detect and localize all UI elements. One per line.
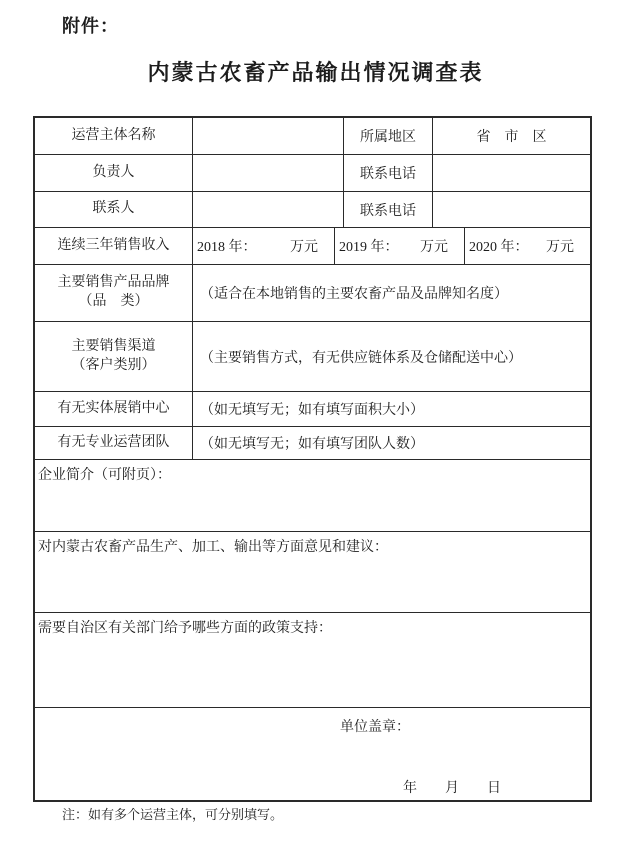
principal-label: 负责人 xyxy=(35,155,193,191)
contact-label: 联系人 xyxy=(35,192,193,227)
revenue-2019-input[interactable] xyxy=(335,228,465,264)
row-team xyxy=(35,427,590,460)
channel-label-line1: 主要销售渠道 xyxy=(71,338,156,354)
row-principal xyxy=(35,155,590,192)
row-exhibition xyxy=(35,392,590,427)
attachment-label: 附件： xyxy=(62,16,119,36)
brand-label-line1: 主要销售产品品牌 xyxy=(57,275,170,291)
team-input[interactable]: （如无填写无；如有填写团队人数） xyxy=(200,437,424,452)
principal-phone-label: 联系电话 xyxy=(344,155,433,191)
revenue-2019-unit: 万元 xyxy=(420,240,448,255)
policy-support-input[interactable]: 需要自治区有关部门给予哪些方面的政策支持： xyxy=(38,621,332,636)
operator-name-input[interactable] xyxy=(193,118,344,154)
channel-label xyxy=(35,322,193,391)
contact-phone-input[interactable] xyxy=(433,192,590,227)
page-title: 内蒙古农畜产品输出情况调查表 xyxy=(147,60,484,85)
row-contact xyxy=(35,192,590,228)
row-company-profile xyxy=(35,460,590,532)
revenue-2018-unit: 万元 xyxy=(290,240,318,255)
footnote: 注：如有多个运营主体，可分别填写。 xyxy=(62,807,284,822)
revenue-2020-label: 2020 年： xyxy=(469,240,529,255)
revenue-2018-label: 2018 年： xyxy=(197,240,257,255)
brand-label xyxy=(35,265,193,321)
exhibition-label: 有无实体展销中心 xyxy=(35,392,193,426)
row-channel xyxy=(35,322,590,392)
row-revenue xyxy=(35,228,590,265)
survey-form-table xyxy=(33,116,592,802)
team-label: 有无专业运营团队 xyxy=(35,427,193,459)
row-brand xyxy=(35,265,590,322)
brand-input[interactable]: （适合在本地销售的主要农畜产品及品牌知名度） xyxy=(200,287,508,302)
row-operator-name xyxy=(35,118,590,155)
region-input[interactable]: 省 市 区 xyxy=(476,130,547,145)
revenue-2020-input[interactable] xyxy=(465,228,590,264)
revenue-2018-input[interactable] xyxy=(193,228,335,264)
date-label: 年 月 日 xyxy=(403,781,501,796)
company-profile-input[interactable]: 企业简介（可附页）： xyxy=(38,468,171,483)
principal-phone-input[interactable] xyxy=(433,155,590,191)
revenue-2020-unit: 万元 xyxy=(546,240,574,255)
exhibition-input[interactable]: （如无填写无；如有填写面积大小） xyxy=(200,403,424,418)
row-signature[interactable] xyxy=(35,708,590,800)
contact-input[interactable] xyxy=(193,192,344,227)
channel-input[interactable]: （主要销售方式，有无供应链体系及仓储配送中心） xyxy=(200,350,522,366)
channel-label-line2: （客户类别） xyxy=(71,357,156,373)
principal-input[interactable] xyxy=(193,155,344,191)
revenue-label: 连续三年销售收入 xyxy=(35,228,193,264)
row-suggestions xyxy=(35,532,590,613)
contact-phone-label: 联系电话 xyxy=(344,192,433,227)
operator-name-label: 运营主体名称 xyxy=(35,118,193,154)
row-policy-support xyxy=(35,613,590,708)
region-label: 所属地区 xyxy=(344,118,433,154)
revenue-2019-label: 2019 年： xyxy=(339,240,399,255)
suggestions-input[interactable]: 对内蒙古农畜产品生产、加工、输出等方面意见和建议： xyxy=(38,540,388,555)
brand-label-line2: （品 类） xyxy=(78,294,149,309)
unit-stamp-label: 单位盖章： xyxy=(340,720,410,735)
